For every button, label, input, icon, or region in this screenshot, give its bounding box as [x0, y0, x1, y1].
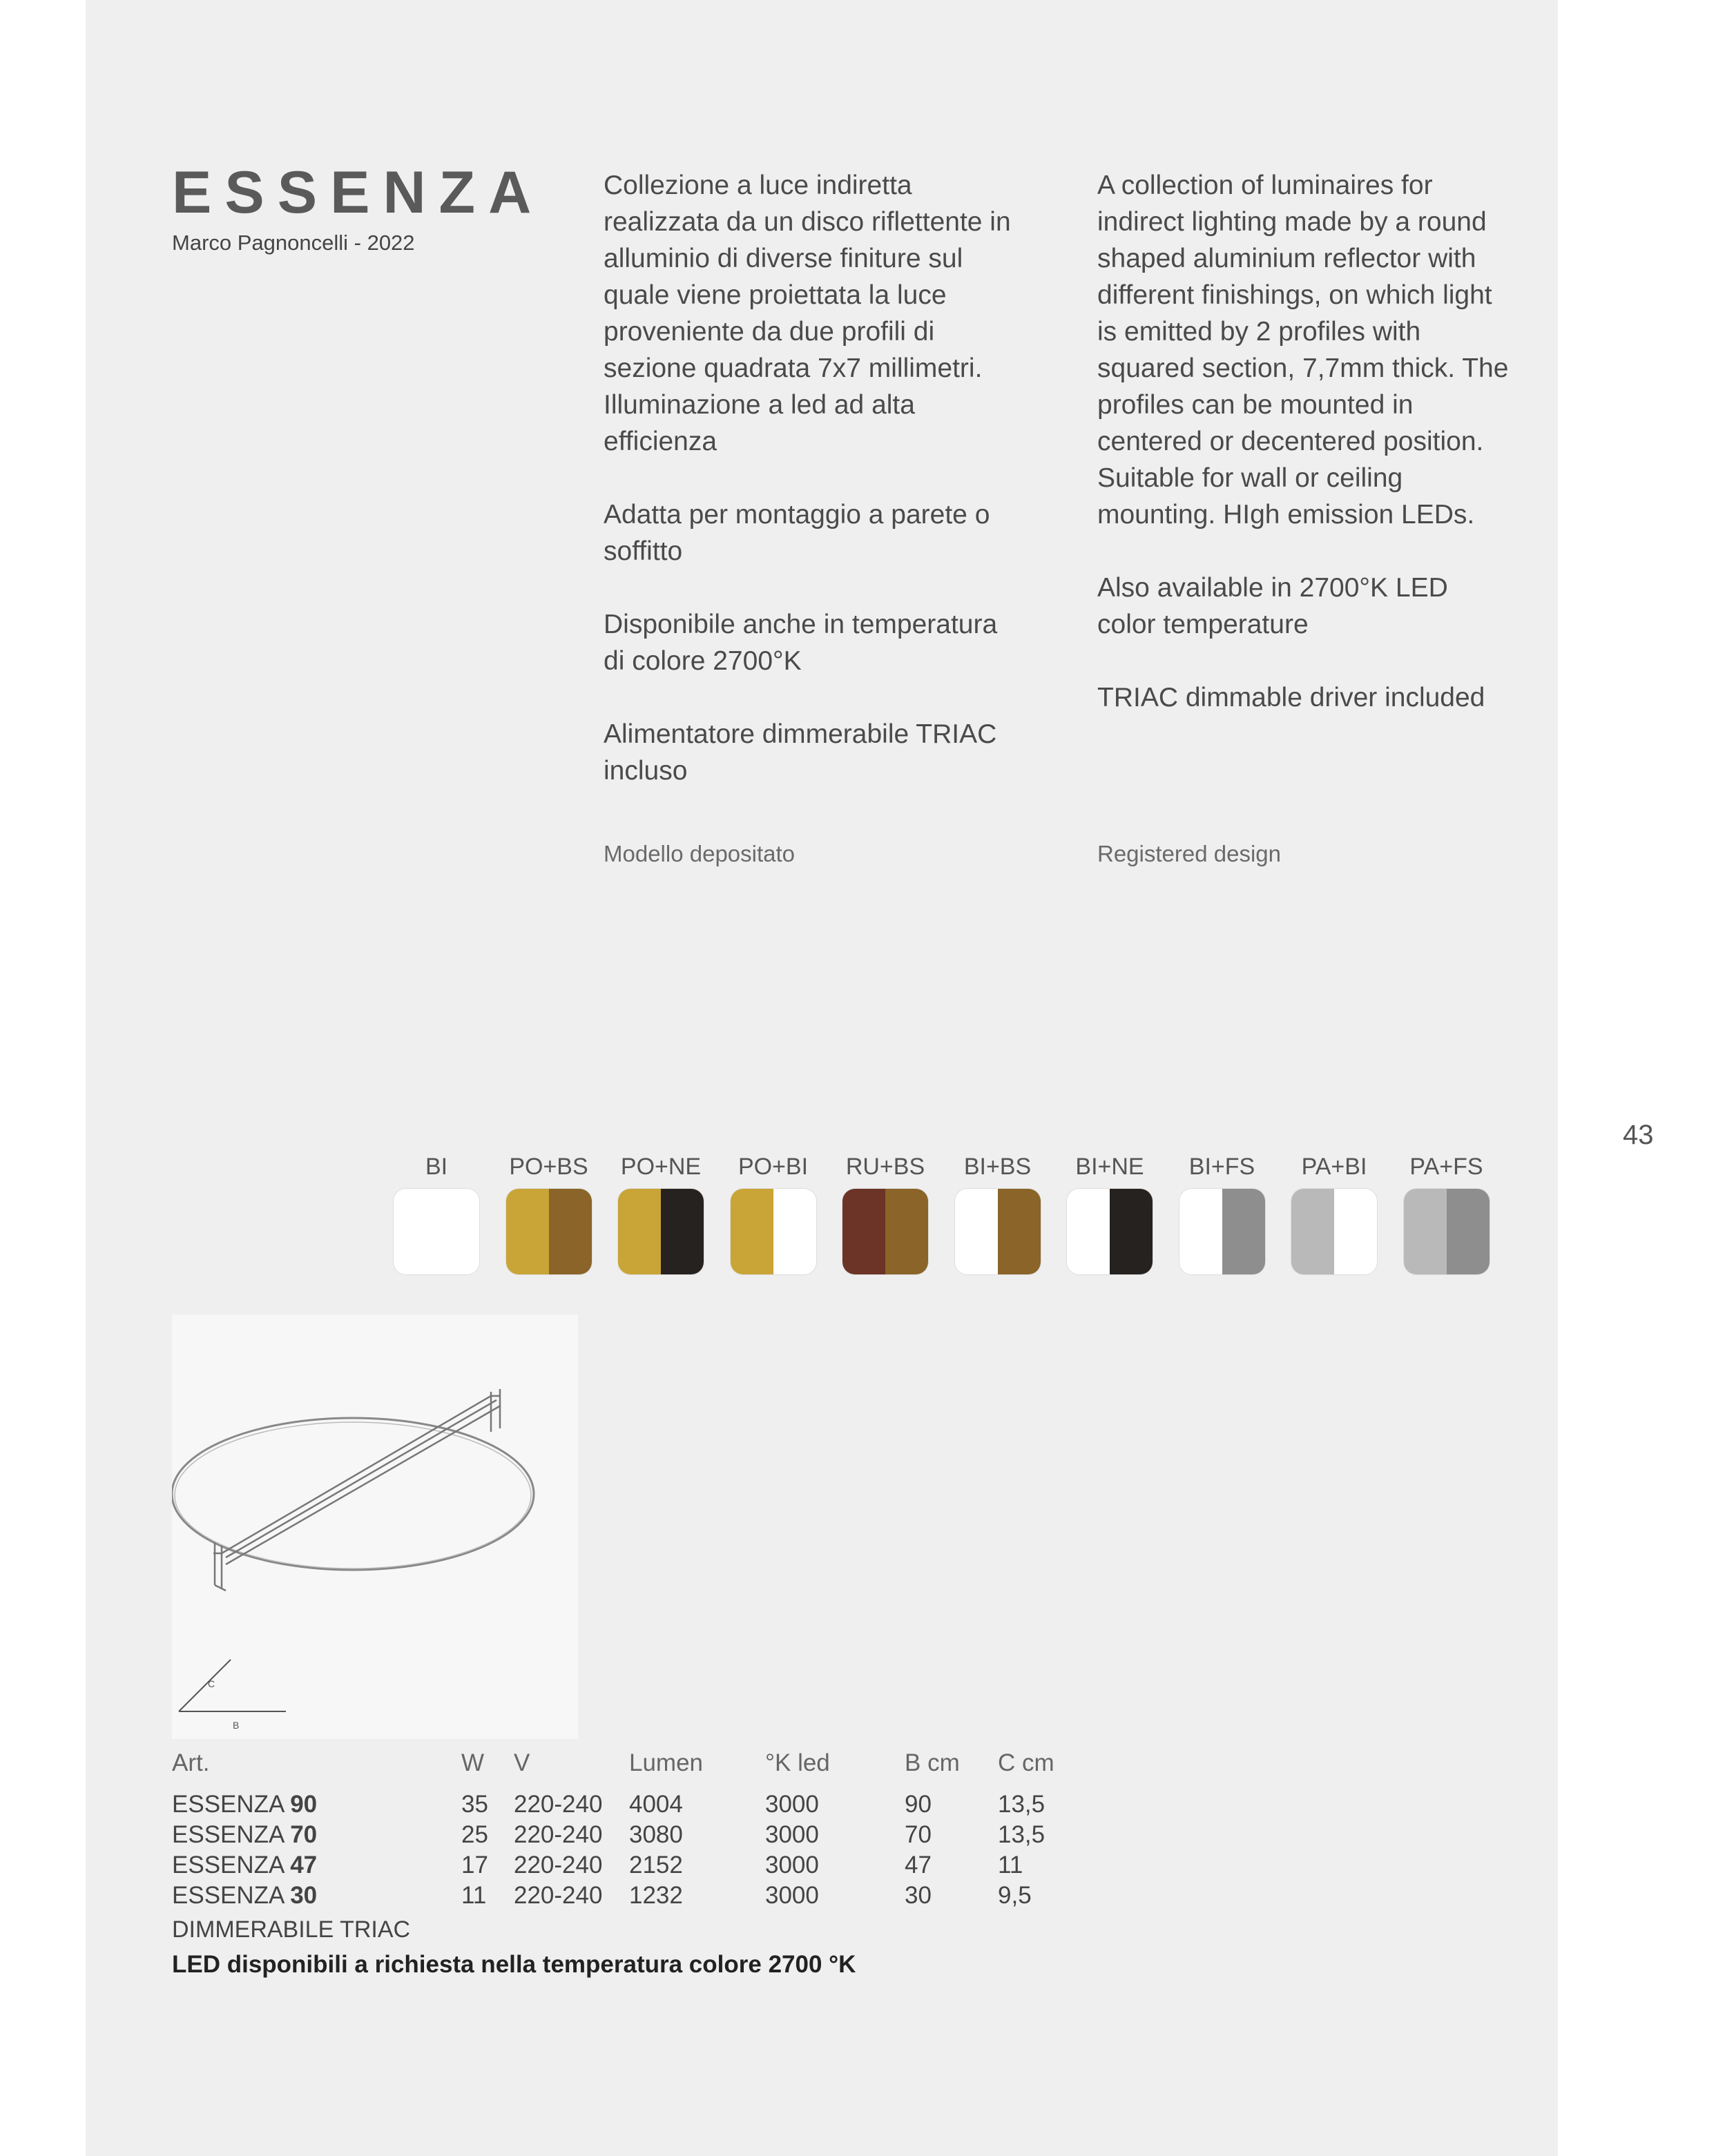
finish-swatch [1402, 1153, 1492, 1274]
column-header: Art. [172, 1749, 210, 1776]
table-cell: 3000 [765, 1791, 819, 1818]
table-cell: 220-240 [514, 1821, 603, 1848]
column-header: W [461, 1749, 485, 1776]
article-size: 70 [290, 1821, 318, 1848]
article-size: 47 [290, 1852, 318, 1878]
table-cell: 4004 [629, 1791, 683, 1818]
finish-swatch [616, 1153, 706, 1274]
table-cell: 3000 [765, 1821, 819, 1848]
table-cell: 11 [461, 1882, 487, 1909]
table-cell: 1232 [629, 1882, 683, 1909]
finish-code: PA+BI [1301, 1154, 1367, 1180]
it-paragraph: Alimentatore dimmerabile TRIAC incluso [604, 719, 997, 786]
it-paragraph: Adatta per montaggio a parete o soffitto [604, 500, 990, 566]
table-cell: 2152 [629, 1852, 683, 1878]
finish-code: BI+FS [1188, 1154, 1255, 1180]
table-cell: 3000 [765, 1852, 819, 1878]
article-cell [172, 1852, 317, 1879]
finish-swatch [1289, 1153, 1379, 1274]
article-size: 90 [290, 1791, 318, 1818]
finish-code: PA+FS [1409, 1154, 1483, 1180]
dimension-label-b: B [233, 1720, 240, 1731]
table-cell: 3080 [629, 1821, 683, 1848]
table-cell: 17 [461, 1852, 488, 1878]
finish-color-sample [955, 1189, 1041, 1274]
it-paragraph: Disponibile anche in temperatura di colore 2700°K [604, 610, 998, 676]
column-header: Lumen [629, 1749, 704, 1776]
finish-code: BI+BS [963, 1154, 1032, 1180]
article-cell [172, 1821, 317, 1849]
table-cell: 70 [905, 1821, 932, 1848]
article-name: ESSENZA [172, 1852, 284, 1878]
article-name: ESSENZA [172, 1791, 284, 1818]
product-title: ESSENZA [172, 159, 545, 226]
designer-year: Marco Pagnoncelli - 2022 [172, 231, 415, 255]
finish-swatch [953, 1153, 1043, 1274]
table-cell: 13,5 [998, 1791, 1045, 1818]
en-paragraph: A collection of luminaires for indirect lighting made by a round shaped aluminium reflector with different finishings, on which light is emitted by 2 profiles with squared section, 7,7mm thick. The profiles can be mounted in centered or decentered position. Suitable for wall or ceiling mounting. HIgh emission LEDs. [1097, 171, 1509, 530]
product-drawing [172, 1314, 578, 1739]
finish-swatch [729, 1153, 818, 1274]
finish-swatch [504, 1153, 594, 1274]
registered-note-en: Registered design [1097, 841, 1281, 866]
column-header: B cm [905, 1749, 960, 1776]
finish-color-sample [1291, 1189, 1377, 1274]
finish-color-sample [1179, 1189, 1265, 1274]
table-cell: 220-240 [514, 1852, 603, 1878]
column-header: °K led [765, 1749, 830, 1776]
table-cell: 13,5 [998, 1821, 1045, 1848]
article-cell [172, 1791, 317, 1818]
finish-code: PO+BS [509, 1154, 588, 1180]
it-paragraph: Collezione a luce indiretta realizzata da un disco riflettente in alluminio di diverse finiture sul quale viene proiettata la luce proveniente da due profili di sezione quadrata 7x7 millimetri. Illuminazione a led ad alta efficienza [604, 171, 1011, 456]
table-cell: 30 [905, 1882, 932, 1909]
table-cell: 11 [998, 1852, 1023, 1878]
essenza-line-drawing-icon [172, 1314, 578, 1739]
table-cell: 35 [461, 1791, 488, 1818]
article-size: 30 [290, 1882, 318, 1909]
table-cell: 25 [461, 1821, 488, 1848]
finish-color-sample [394, 1189, 479, 1274]
finish-color-sample [1067, 1189, 1153, 1274]
finish-swatch [1065, 1153, 1155, 1274]
finish-color-sample [842, 1189, 928, 1274]
finish-swatch [392, 1153, 481, 1274]
article-name: ESSENZA [172, 1882, 284, 1909]
finish-color-sample [506, 1189, 592, 1274]
finish-code: RU+BS [845, 1154, 925, 1180]
table-cell: 9,5 [998, 1882, 1032, 1909]
finish-code: BI+NE [1075, 1154, 1144, 1180]
en-paragraph: TRIAC dimmable driver included [1097, 683, 1485, 712]
article-cell [172, 1882, 317, 1910]
table-cell: 47 [905, 1852, 932, 1878]
finish-color-sample [731, 1189, 816, 1274]
finish-code: BI [425, 1154, 448, 1180]
registered-note-it: Modello depositato [604, 841, 796, 866]
table-cell: 90 [905, 1791, 932, 1818]
article-name: ESSENZA [172, 1821, 284, 1848]
finish-swatch [840, 1153, 930, 1274]
table-cell: 3000 [765, 1882, 819, 1909]
led-availability-note: LED disponibili a richiesta nella temperatura colore 2700 °K [172, 1951, 856, 1978]
dimmable-note: DIMMERABILE TRIAC [172, 1916, 411, 1943]
page-number: 43 [1623, 1120, 1654, 1150]
column-header: V [514, 1749, 530, 1776]
table-cell: 220-240 [514, 1882, 603, 1909]
table-cell: 220-240 [514, 1791, 603, 1818]
finish-color-sample [618, 1189, 704, 1274]
finish-code: PO+BI [738, 1154, 809, 1180]
description-italian [604, 167, 1018, 826]
description-english [1097, 167, 1512, 752]
en-paragraph: Also available in 2700°K LED color temperature [1097, 573, 1448, 639]
finish-color-sample [1404, 1189, 1490, 1274]
dimension-label-c: C [208, 1678, 215, 1689]
finish-swatch [1177, 1153, 1267, 1274]
finish-code: PO+NE [620, 1154, 702, 1180]
column-header: C cm [998, 1749, 1054, 1776]
